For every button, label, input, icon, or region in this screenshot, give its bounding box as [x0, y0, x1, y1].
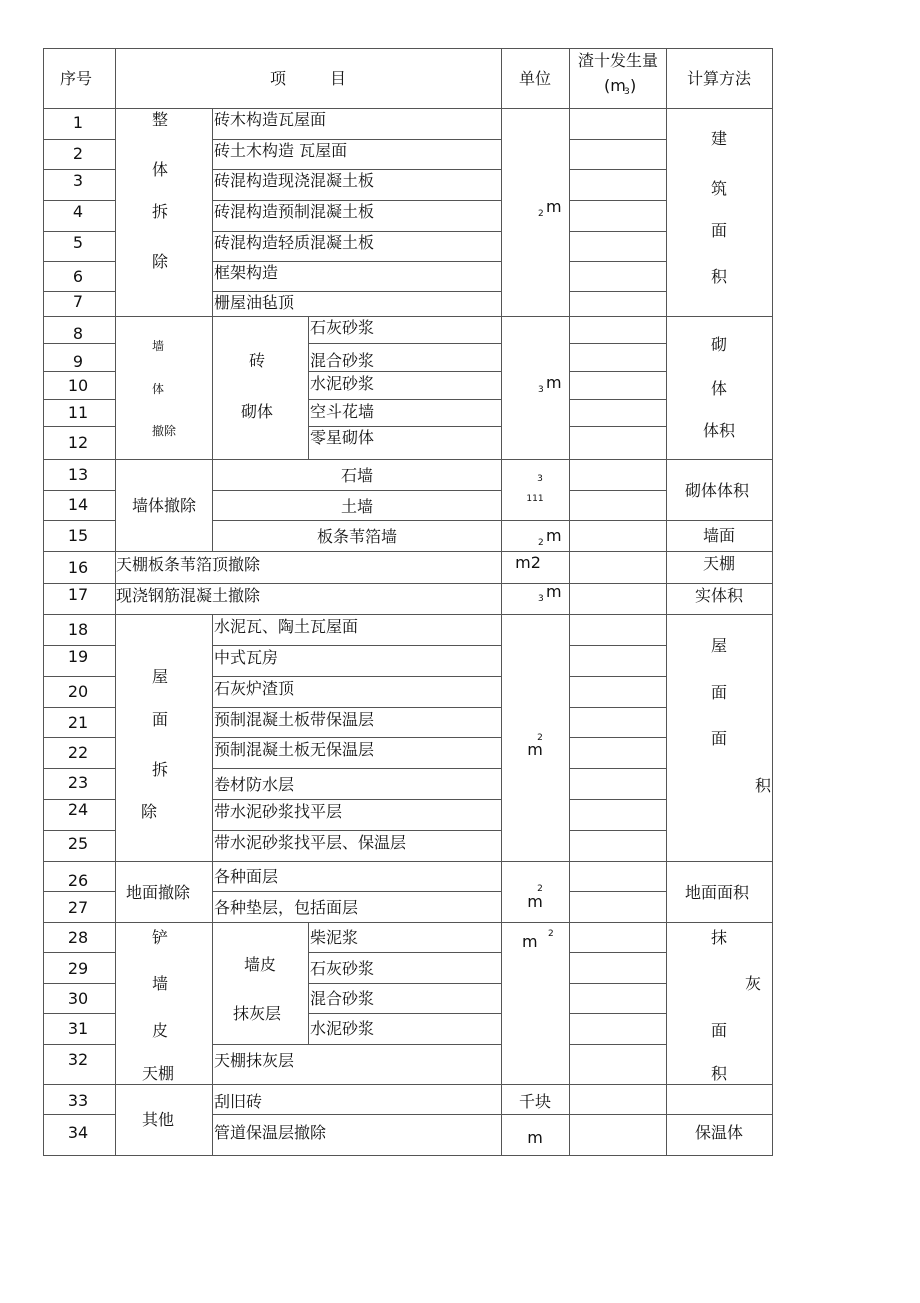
row-number: 22 [67, 743, 89, 762]
row-number: 8 [72, 324, 84, 343]
grid-line [569, 768, 667, 769]
g6-sub-2: 抹灰层 [232, 1004, 282, 1023]
grid-line [43, 1084, 773, 1085]
grid-line [569, 291, 667, 292]
grid-line [569, 1013, 667, 1014]
grid-line [43, 645, 116, 646]
g4-item: 卷材防水层 [214, 775, 295, 794]
grid-line [43, 343, 116, 344]
grid-line [212, 291, 502, 292]
row-number: 29 [67, 959, 89, 978]
row-number: 7 [72, 292, 84, 311]
header-method: 计算方法 [686, 69, 752, 88]
g4-category-1: 屋 [151, 667, 169, 686]
grid-line [43, 459, 773, 460]
grid-line [212, 231, 502, 232]
g2-item: 混合砂浆 [310, 351, 375, 370]
grid-line [43, 737, 116, 738]
grid-line [308, 426, 502, 427]
g4-item: 带水泥砂浆找平层、保温层 [214, 833, 407, 852]
g6-method-4: 积 [710, 1064, 728, 1083]
grid-line [212, 891, 502, 892]
g7-unit-2: m [527, 1128, 543, 1147]
grid-line [569, 426, 667, 427]
row16-item: 天棚板条苇箔顶撤除 [116, 555, 261, 574]
grid-line [43, 490, 116, 491]
g5-method: 地面面积 [684, 883, 750, 902]
g4-item: 中式瓦房 [214, 648, 279, 667]
g2-item: 水泥砂浆 [310, 374, 375, 393]
grid-line [308, 316, 309, 460]
grid-line [43, 139, 116, 140]
row-number: 13 [67, 465, 89, 484]
grid-line [212, 1084, 213, 1156]
row17-method: 实体积 [694, 586, 744, 605]
g6-method-3: 面 [710, 1021, 728, 1040]
row-number: 20 [67, 682, 89, 701]
row-number: 11 [67, 403, 89, 422]
g4-item: 带水泥砂浆找平层 [214, 802, 343, 821]
g3-item: 土墙 [340, 497, 374, 516]
grid-line [308, 343, 502, 344]
grid-line [212, 169, 502, 170]
row-number: 3 [72, 171, 84, 190]
row-number: 10 [67, 376, 89, 395]
header-amount-sup: 3 [624, 87, 630, 97]
g2-method-2: 体 [710, 379, 728, 398]
grid-line [43, 614, 773, 615]
grid-line [43, 1013, 116, 1014]
grid-line [43, 169, 116, 170]
row-number: 27 [67, 898, 89, 917]
row-number: 23 [67, 773, 89, 792]
row-number: 33 [67, 1091, 89, 1110]
g3-item: 石墙 [340, 466, 374, 485]
grid-line [569, 520, 667, 521]
g4-method-2: 面 [710, 683, 728, 702]
g4-item: 预制混凝土板带保温层 [214, 710, 375, 729]
g1-item: 框架构造 [214, 263, 279, 282]
grid-line [43, 1044, 116, 1045]
g4-category-2: 面 [151, 710, 169, 729]
grid-line [569, 645, 667, 646]
g3-unit-c: m [546, 526, 562, 545]
header-amount: 渣十发生量 [577, 51, 659, 70]
grid-line [43, 231, 116, 232]
g2-item: 空斗花墙 [310, 402, 375, 421]
g1-method-3: 面 [710, 221, 728, 240]
grid-line [43, 768, 116, 769]
g5-category: 地面撤除 [125, 883, 191, 902]
grid-line [569, 48, 570, 1156]
grid-line [308, 371, 502, 372]
g2-sub-1: 砖 [248, 351, 266, 370]
header-item-a: 项 [270, 69, 287, 88]
grid-line [569, 891, 667, 892]
grid-line [43, 707, 116, 708]
grid-line [212, 799, 502, 800]
header-item-b: 目 [330, 69, 347, 88]
grid-line [308, 983, 502, 984]
g3-method-a: 砌体体积 [684, 481, 750, 500]
g6-item: 柴泥浆 [310, 928, 359, 947]
row-number: 12 [67, 433, 89, 452]
g3-method-b: 墙面 [702, 526, 736, 545]
grid-line [43, 922, 773, 923]
grid-line [666, 48, 667, 1156]
grid-line [308, 399, 502, 400]
grid-line [569, 169, 667, 170]
header-amount-close: ) [630, 76, 637, 95]
g6-item: 天棚抹灰层 [214, 1051, 295, 1070]
header-amount-unit: (m [604, 76, 626, 95]
grid-line [569, 830, 667, 831]
grid-line [212, 490, 502, 491]
grid-line [43, 983, 116, 984]
g1-item: 砖混构造轻质混凝土板 [214, 233, 375, 252]
grid-line [212, 459, 213, 552]
g6-category-4: 天棚 [141, 1064, 175, 1083]
g1-category-4: 除 [151, 252, 169, 271]
g1-unit-sup: 2 [538, 209, 544, 219]
grid-line [43, 891, 116, 892]
row-number: 14 [67, 495, 89, 514]
row16-unit: m2 [515, 553, 541, 572]
grid-line [569, 737, 667, 738]
grid-line [212, 645, 502, 646]
g6-category-2: 墙 [151, 974, 169, 993]
grid-line [212, 1114, 773, 1115]
g7-unit-1: 千块 [518, 1092, 552, 1111]
g6-sub-1: 墙皮 [243, 955, 277, 974]
row-number: 2 [72, 144, 84, 163]
grid-line [212, 139, 502, 140]
row-number: 1 [72, 113, 84, 132]
row-number: 34 [67, 1123, 89, 1142]
grid-line [212, 316, 213, 460]
g5-item: 各种面层 [214, 867, 279, 886]
row-number: 15 [67, 526, 89, 545]
grid-line [569, 799, 667, 800]
g6-method-1: 抹 [710, 928, 728, 947]
row-number: 24 [67, 800, 89, 819]
grid-line [43, 48, 44, 1156]
grid-line [43, 426, 116, 427]
row17-unit-sup: 3 [538, 594, 544, 604]
grid-line [569, 343, 667, 344]
row16-method: 天棚 [702, 554, 736, 573]
grid-line [501, 48, 502, 1156]
row-number: 26 [67, 871, 89, 890]
g7-item: 管道保温层撤除 [214, 1123, 327, 1142]
g6-item: 水泥砂浆 [310, 1019, 375, 1038]
g3-unit-b: 111 [526, 494, 544, 504]
grid-line [43, 952, 116, 953]
grid-line [569, 261, 667, 262]
header-unit: 单位 [518, 69, 552, 88]
g3-unit-a: 3 [537, 474, 543, 484]
g2-category-1: 墙 [151, 339, 165, 353]
grid-line [43, 676, 116, 677]
row17-unit: m [546, 582, 562, 601]
grid-line [43, 551, 773, 552]
grid-line [666, 520, 773, 521]
row-number: 25 [67, 834, 89, 853]
grid-line [43, 48, 773, 49]
g4-item: 预制混凝土板无保温层 [214, 740, 375, 759]
row-number: 30 [67, 989, 89, 1008]
grid-line [212, 261, 502, 262]
g1-item: 砖混构造预制混凝土板 [214, 202, 375, 221]
g1-item: 栅屋油毡顶 [214, 293, 295, 312]
g1-unit: m [546, 197, 562, 216]
g2-item: 石灰砂浆 [310, 318, 375, 337]
row-number: 18 [67, 620, 89, 639]
g1-category-2: 体 [151, 160, 169, 179]
row-number: 31 [67, 1019, 89, 1038]
grid-line [43, 583, 773, 584]
grid-line [308, 1013, 502, 1014]
g1-category-3: 拆 [151, 202, 169, 221]
g5-unit-sup: 2 [537, 884, 543, 894]
row-number: 5 [72, 233, 84, 252]
row17-item: 现浇钢筋混凝土撤除 [116, 586, 261, 605]
g1-method-1: 建 [710, 129, 728, 148]
g3-unit-c-sup: 2 [538, 538, 544, 548]
g4-item: 石灰炉渣顶 [214, 679, 295, 698]
grid-line [212, 1044, 502, 1045]
g4-category-4: 除 [140, 802, 158, 821]
grid-line [43, 1114, 116, 1115]
grid-line [569, 707, 667, 708]
g6-item: 混合砂浆 [310, 989, 375, 1008]
grid-line [212, 614, 213, 862]
g2-category-2: 体 [151, 382, 165, 396]
grid-line [212, 830, 502, 831]
g3-category: 墙体撤除 [131, 496, 197, 515]
row-number: 6 [72, 267, 84, 286]
g3-item: 板条苇箔墙 [316, 527, 398, 546]
grid-line [212, 768, 502, 769]
grid-line [212, 200, 502, 201]
grid-line [43, 371, 116, 372]
grid-line [212, 922, 213, 1085]
grid-line [212, 707, 502, 708]
g4-method-1: 屋 [710, 636, 728, 655]
row-number: 17 [67, 585, 89, 604]
row-number: 16 [67, 558, 89, 577]
g1-item: 砖木构造瓦屋面 [214, 110, 327, 129]
header-seq: 序号 [59, 69, 93, 88]
g6-unit-sup: 2 [548, 929, 554, 939]
grid-line [43, 261, 116, 262]
g4-method-4: 积 [754, 776, 772, 795]
grid-line [569, 676, 667, 677]
g4-item: 水泥瓦、陶土瓦屋面 [214, 617, 359, 636]
grid-line [212, 676, 502, 677]
row-number: 9 [72, 352, 84, 371]
g2-item: 零星砌体 [310, 428, 375, 447]
grid-line [212, 737, 502, 738]
g2-unit: m [546, 373, 562, 392]
g2-unit-sup: 3 [538, 385, 544, 395]
grid-line [569, 139, 667, 140]
g6-category-3: 皮 [151, 1021, 169, 1040]
g7-method: 保温体 [694, 1123, 744, 1142]
grid-line [43, 1155, 773, 1156]
g5-item: 各种垫层，包括面层 [214, 898, 359, 917]
row-number: 19 [67, 647, 89, 666]
g1-category-1: 整 [151, 110, 169, 129]
grid-line [501, 520, 570, 521]
grid-line [43, 108, 773, 109]
g6-method-2: 灰 [744, 974, 762, 993]
grid-line [772, 48, 773, 1156]
g1-method-4: 积 [710, 267, 728, 286]
grid-line [43, 830, 116, 831]
g1-method-2: 筑 [710, 179, 728, 198]
row-number: 21 [67, 713, 89, 732]
grid-line [569, 371, 667, 372]
grid-line [308, 952, 502, 953]
grid-line [569, 200, 667, 201]
g4-category-3: 拆 [151, 760, 169, 779]
grid-line [212, 520, 502, 521]
g2-method-1: 砌 [710, 335, 728, 354]
grid-line [569, 231, 667, 232]
grid-line [569, 952, 667, 953]
grid-line [569, 399, 667, 400]
row-number: 32 [67, 1050, 89, 1069]
g5-unit: m [527, 892, 543, 911]
grid-line [43, 520, 116, 521]
g6-unit: m [522, 932, 538, 951]
grid-line [43, 861, 773, 862]
g2-sub-2: 砌体 [240, 402, 274, 421]
g7-category: 其他 [141, 1110, 175, 1129]
g4-unit-sup: 2 [537, 733, 543, 743]
g6-item: 石灰砂浆 [310, 959, 375, 978]
grid-line [43, 200, 116, 201]
g2-method-3: 体积 [702, 421, 736, 440]
g4-unit: m [527, 740, 543, 759]
g7-item: 刮旧砖 [214, 1092, 263, 1111]
g4-method-3: 面 [710, 729, 728, 748]
grid-line [569, 490, 667, 491]
g1-item: 砖混构造现浇混凝土板 [214, 171, 375, 190]
grid-line [43, 399, 116, 400]
grid-line [43, 316, 773, 317]
row-number: 28 [67, 928, 89, 947]
g2-category-3: 撤除 [151, 424, 177, 438]
row-number: 4 [72, 202, 84, 221]
grid-line [569, 1044, 667, 1045]
grid-line [569, 983, 667, 984]
grid-line [212, 861, 213, 923]
g1-item: 砖土木构造 瓦屋面 [214, 141, 348, 160]
g6-category-1: 铲 [151, 928, 169, 947]
